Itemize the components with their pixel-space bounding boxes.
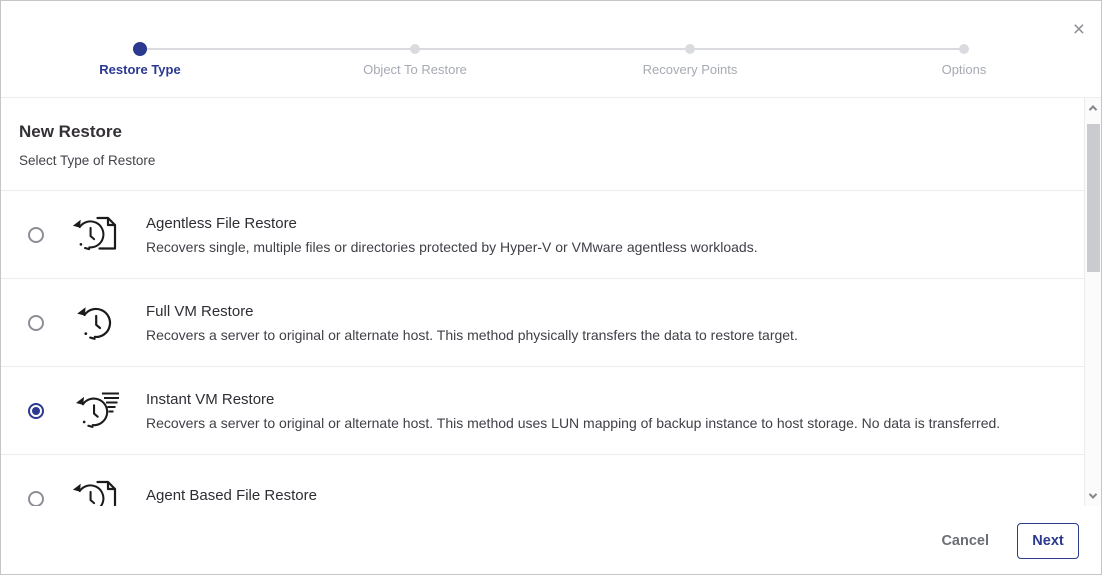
wizard-stepper [1,1,1101,98]
option-title: Full VM Restore [146,302,254,320]
restore-type-list [1,191,1084,506]
page-subtitle: Select Type of Restore [19,153,156,168]
radio-button[interactable] [28,227,44,243]
step-restore-type[interactable] [30,42,250,77]
scroll-down-icon[interactable] [1085,488,1101,504]
cancel-button[interactable]: Cancel [941,533,989,549]
dialog-body [1,98,1101,506]
step-dot-icon [685,44,695,54]
step-dot-icon [133,42,147,56]
radio-button[interactable] [28,315,44,331]
step-label: Options [941,62,987,77]
scroll-up-icon[interactable] [1085,100,1101,116]
option-full-vm-restore[interactable] [1,279,1084,367]
clock-restore-icon [72,301,120,345]
option-description: Recovers a server to original or alternate host. This method physically transfers the data to restore target. [146,326,798,343]
vertical-scrollbar[interactable] [1084,98,1101,506]
option-description: Recovers single, multiple files or directories protected by Hyper-V or VMware agentless workloads. [146,238,758,255]
option-description: Recovers a server to original or alternate host. This method uses LUN mapping of backup instance to host storage. No data is transferred. [146,414,1001,431]
step-options[interactable] [854,42,1074,77]
step-object-to-restore[interactable] [305,42,525,77]
stepper-track-line [140,48,964,50]
dialog-footer [1,506,1101,575]
next-button[interactable]: Next [1017,523,1079,559]
option-agent-based-file-restore[interactable] [1,455,1084,506]
step-dot-icon [410,44,420,54]
file-clock-restore-icon [72,213,120,257]
page-header [1,98,1084,191]
step-label: Object To Restore [363,62,467,77]
file-clock-restore-icon [72,477,120,507]
step-recovery-points[interactable] [580,42,800,77]
option-agentless-file-restore[interactable] [1,191,1084,279]
option-title: Instant VM Restore [146,390,275,408]
instant-clock-restore-icon [72,389,120,433]
step-label: Recovery Points [642,62,738,77]
step-label: Restore Type [99,62,181,77]
radio-button[interactable] [28,403,44,419]
step-dot-icon [959,44,969,54]
radio-button[interactable] [28,491,44,507]
page-title: New Restore [19,122,122,141]
close-icon[interactable]: × [1072,18,1085,41]
scrollbar-thumb[interactable] [1087,124,1100,272]
option-instant-vm-restore[interactable] [1,367,1084,455]
option-title: Agentless File Restore [146,214,297,232]
option-title: Agent Based File Restore [146,487,317,504]
